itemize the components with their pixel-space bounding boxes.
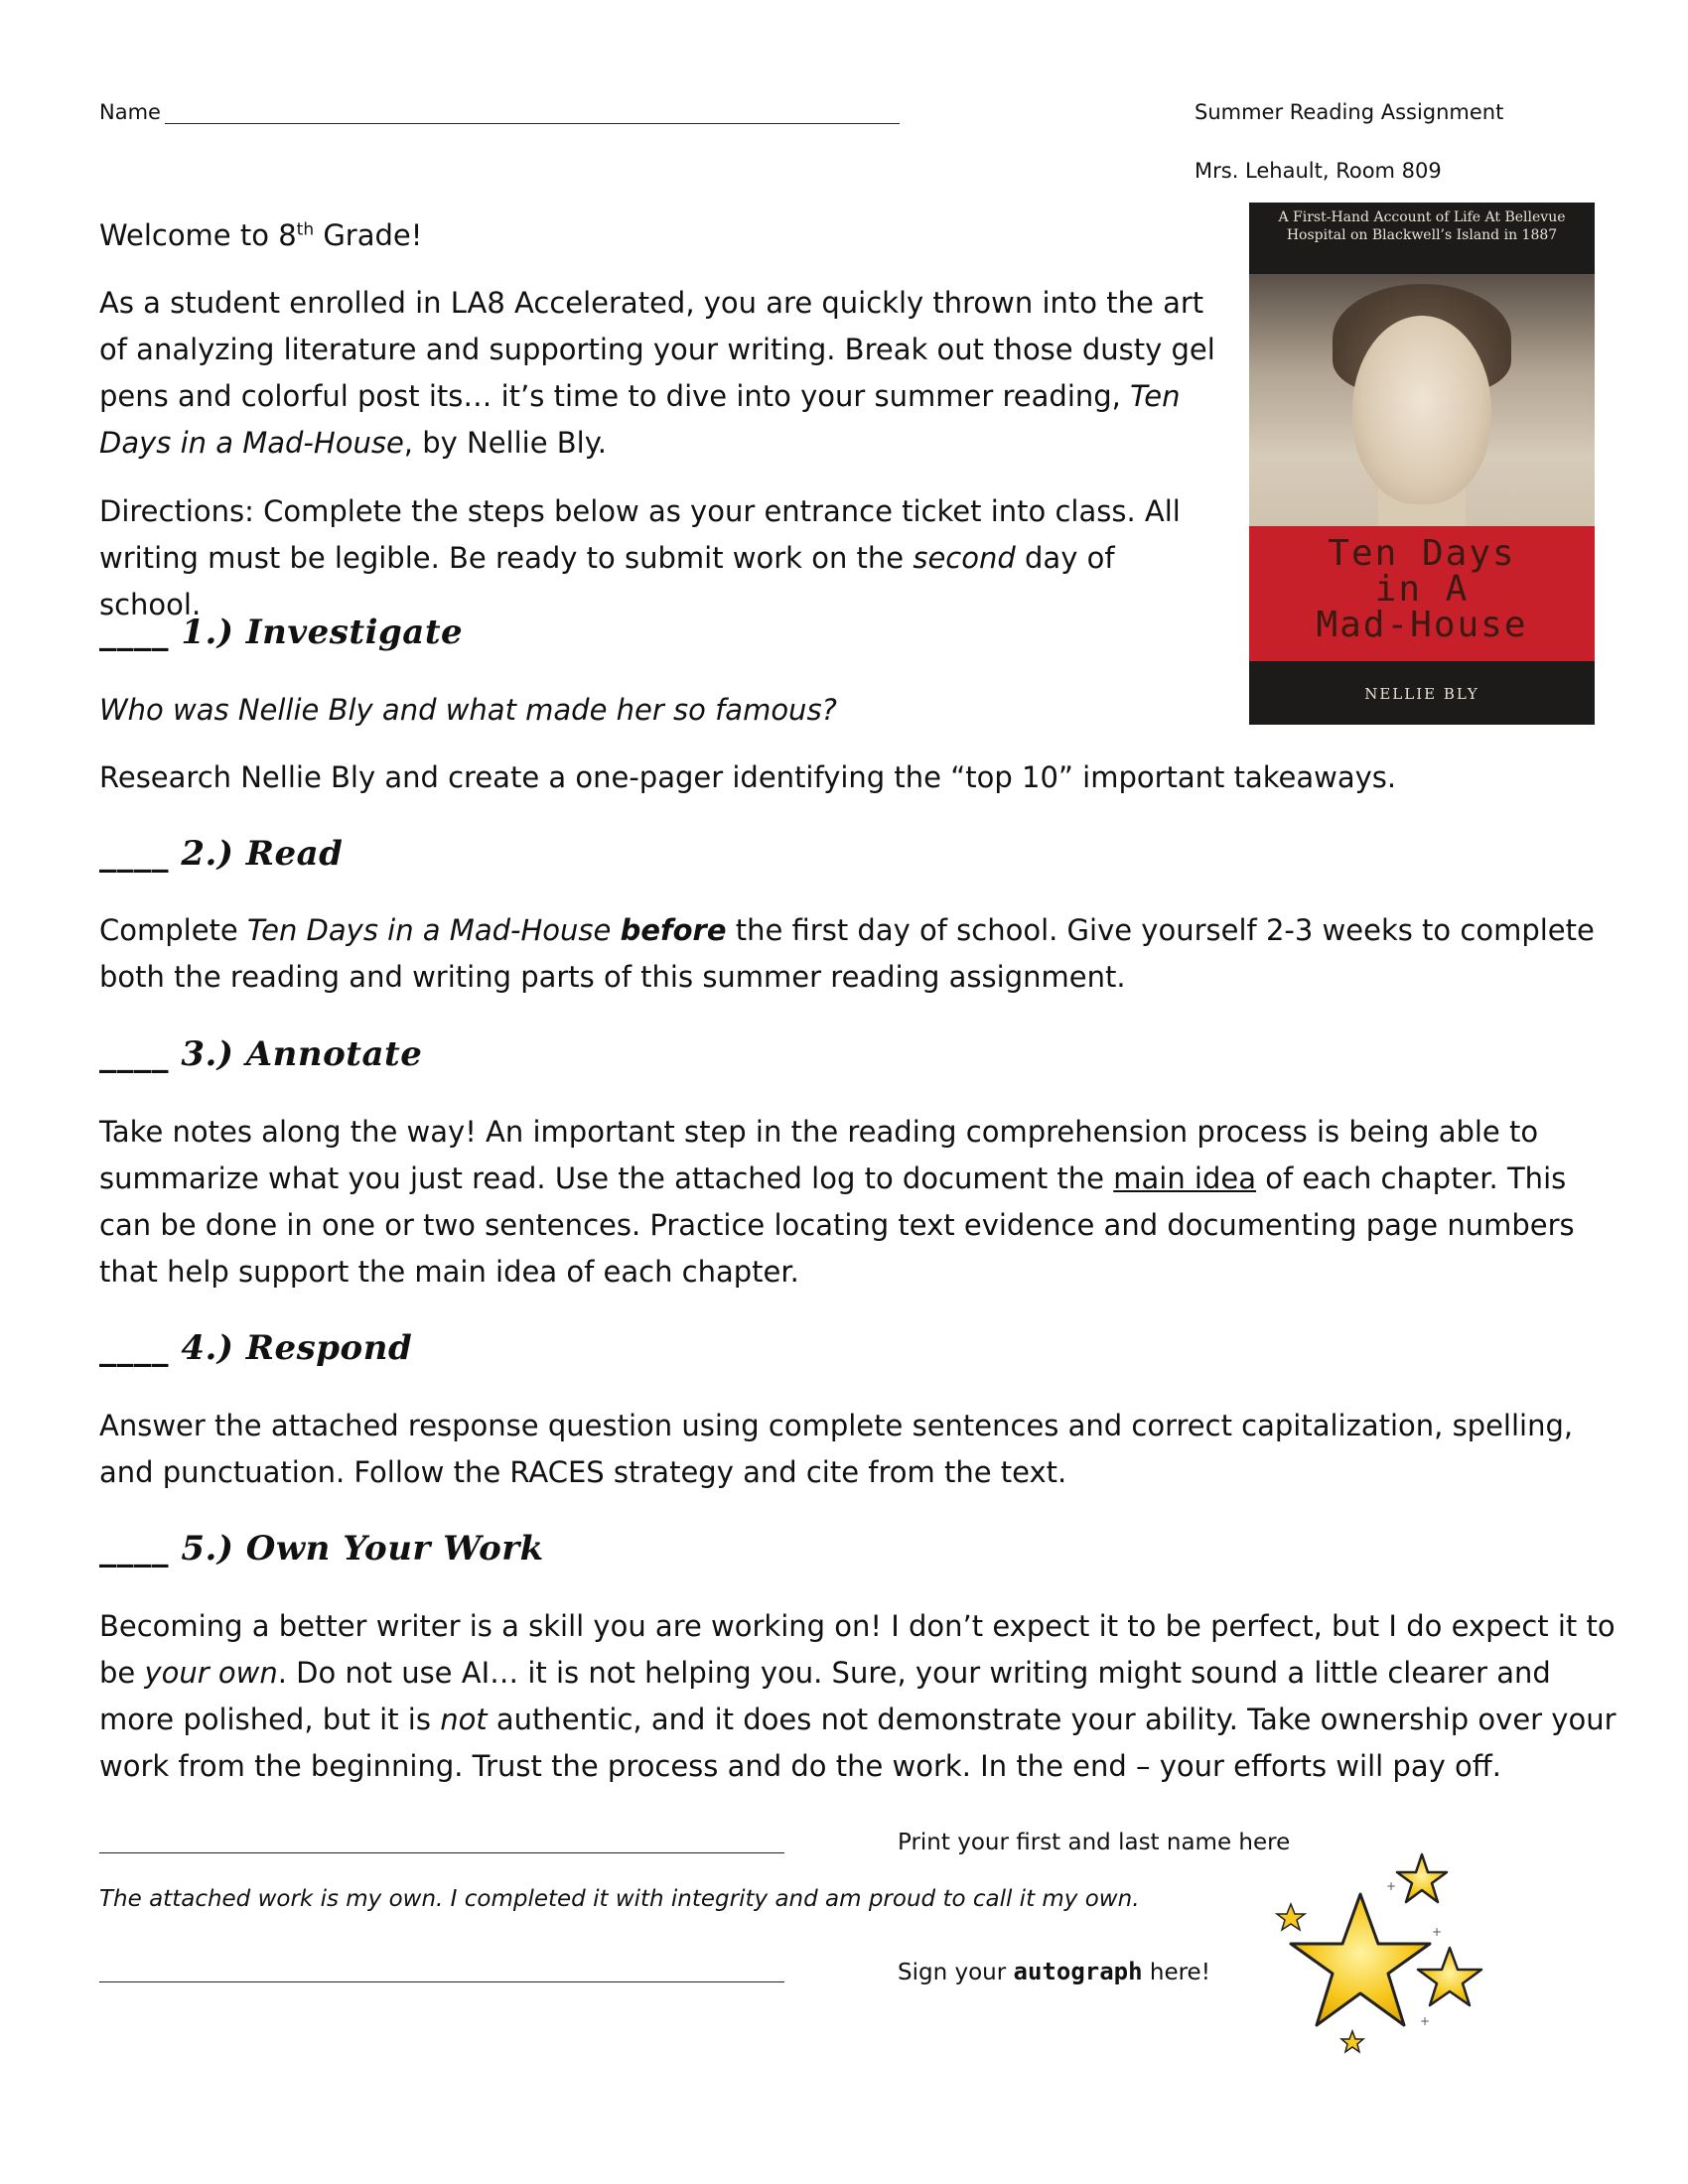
cover-author: NELLIE BLY xyxy=(1364,685,1479,703)
svg-text:+: + xyxy=(1420,2014,1431,2028)
cover-title-band xyxy=(1249,526,1595,661)
cover-tagline: A First-Hand Account of Life At Bellevue Hospital on Blackwell’s Island in 1887 xyxy=(1278,209,1566,243)
directions-paragraph: Directions: Complete the steps below as your entrance ticket into class. All writing must be legible. Be ready to submit work on the second day of school. xyxy=(99,494,1181,621)
integrity-pledge: The attached work is my own. I completed it with integrity and am proud to call it my own. xyxy=(99,1886,1140,1912)
welcome-heading: Welcome to 8th Grade! xyxy=(99,218,423,252)
book-cover-image xyxy=(1249,203,1595,725)
name-line[interactable] xyxy=(165,99,900,124)
name-field[interactable] xyxy=(99,99,900,124)
step-5-heading: ____ 5.) Own Your Work xyxy=(99,1529,544,1569)
step-1-text: Research Nellie Bly and create a one-pager identifying the “top 10” important takeaways. xyxy=(99,760,1397,794)
cover-title: Ten Days in A Mad-House xyxy=(1316,533,1528,645)
step-3-heading: ____ 3.) Annotate xyxy=(99,1034,423,1074)
step-5-text: Becoming a better writer is a skill you are working on! I don’t expect it to be perfect, but I do expect it to be your own. Do not use AI… it is not helping you. Sure, your writing might sound a little clearer and more polished, but it is not authentic, and it does not demonstrate your ability. Take ownership over your work from the beginning. Trust the process and do the work. In the end – your efforts will pay off. xyxy=(99,1609,1617,1783)
assignment-title: Summer Reading Assignment xyxy=(1195,100,1504,124)
step-4-heading: ____ 4.) Respond xyxy=(99,1328,413,1368)
step-3-text: Take notes along the way! An important step in the reading comprehension process is being able to summarize what you just read. Use the attached log to document the main idea of each chapter. This can be done in one or two sentences. Practice locating text evidence and documenting page numbers that help support the main idea of each chapter. xyxy=(99,1115,1575,1289)
stars-icon xyxy=(1261,1837,1499,2065)
step-2-text: Complete Ten Days in a Mad-House before the first day of school. Give yourself 2-3 weeks to complete both the reading and writing parts of this summer reading assignment. xyxy=(99,913,1595,994)
intro-paragraph: As a student enrolled in LA8 Accelerated, you are quickly thrown into the art of analyzing literature and supporting your writing. Break out those dusty gel pens and colorful post its… it’s time to dive into your summer reading, Ten Days in a Mad-House, by Nellie Bly. xyxy=(99,286,1215,460)
sign-label: Sign your autograph here! xyxy=(898,1958,1210,1985)
svg-text:+: + xyxy=(1386,1879,1397,1893)
signature-line[interactable] xyxy=(99,1981,784,1982)
step-1-question: Who was Nellie Bly and what made her so famous? xyxy=(99,693,837,727)
step-2-heading: ____ 2.) Read xyxy=(99,834,344,874)
svg-text:+: + xyxy=(1432,1925,1443,1939)
step-1-heading: ____ 1.) Investigate xyxy=(99,613,464,652)
print-name-label: Print your first and last name here xyxy=(898,1830,1291,1855)
name-label: Name xyxy=(99,100,161,124)
print-name-line[interactable] xyxy=(99,1852,784,1853)
teacher-info: Mrs. Lehault, Room 809 xyxy=(1195,159,1442,183)
step-4-text: Answer the attached response question using complete sentences and correct capitalization, spelling, and punctuation. Follow the RACES strategy and cite from the text. xyxy=(99,1409,1574,1489)
